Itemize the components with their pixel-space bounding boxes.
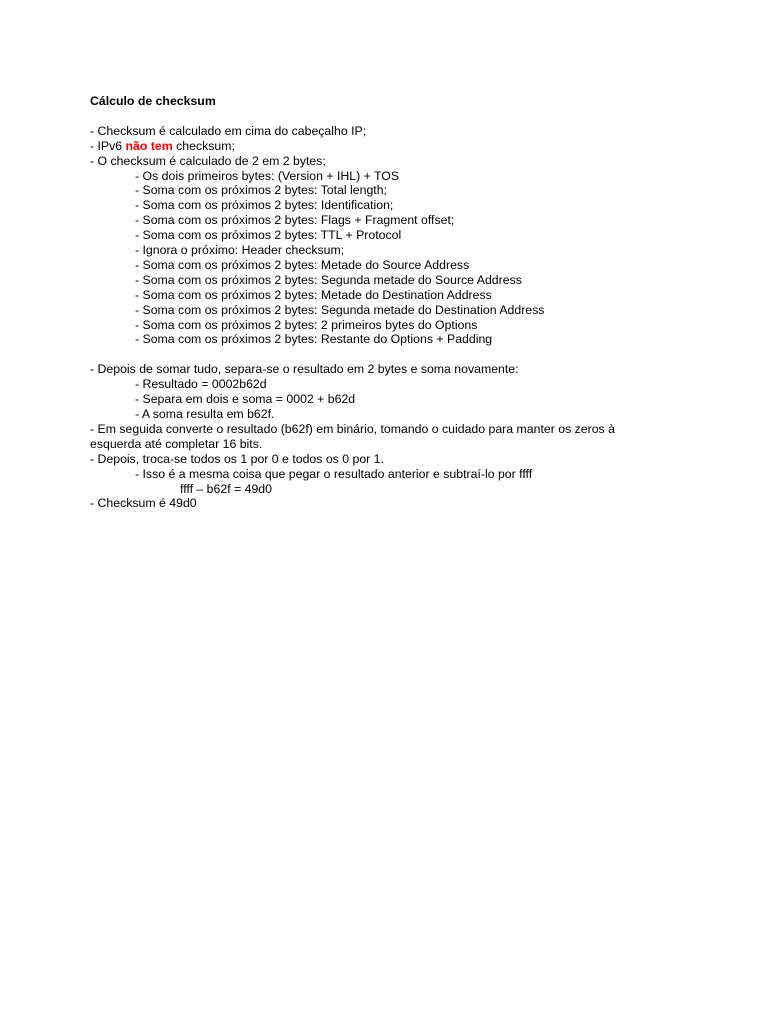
- intro-line-2-suffix: checksum;: [172, 138, 235, 153]
- step-item: - Soma com os próximos 2 bytes: TTL + Protocol: [135, 228, 402, 243]
- calc-line: ffff – b62f = 49d0: [180, 481, 272, 496]
- step-item: - Ignora o próximo: Header checksum;: [135, 243, 345, 258]
- highlight-nao-tem: não tem: [125, 138, 173, 153]
- step-item: - Soma com os próximos 2 bytes: Segunda metade do Source Address: [135, 272, 522, 287]
- after-sub-item: - Resultado = 0002b62d: [135, 377, 267, 392]
- step-item: - Os dois primeiros bytes: (Version + IHL) + TOS: [135, 168, 400, 183]
- after-sub-item: - A soma resulta em b62f.: [135, 407, 275, 421]
- after-sub-item: - Separa em dois e soma = 0002 + b62d: [135, 392, 356, 407]
- intro-line-1: - Checksum é calculado em cima do cabeçalho IP;: [90, 123, 367, 138]
- after-line-1: - Depois de somar tudo, separa-se o resultado em 2 bytes e soma novamente:: [90, 362, 519, 377]
- after-line-2: - Em seguida converte o resultado (b62f) em binário, tomando o cuidado para manter os zeros à esquerda até completar 16 bits.: [90, 421, 615, 451]
- intro-line-2-prefix: - IPv6: [90, 138, 126, 153]
- step-item: - Soma com os próximos 2 bytes: Total length;: [135, 183, 387, 198]
- step-item: - Soma com os próximos 2 bytes: 2 primeiros bytes do Options: [135, 317, 478, 332]
- step-item: - Soma com os próximos 2 bytes: Flags + Fragment offset;: [135, 213, 455, 228]
- step-item: - Soma com os próximos 2 bytes: Metade do Destination Address: [135, 287, 492, 302]
- after-line-3: - Depois, troca-se todos os 1 por 0 e todos os 0 por 1.: [90, 451, 384, 466]
- step-item: - Soma com os próximos 2 bytes: Metade do Source Address: [135, 257, 470, 272]
- intro-line-3: - O checksum é calculado de 2 em 2 bytes;: [90, 153, 326, 168]
- steps-list: [90, 169, 650, 348]
- document-page: [90, 94, 650, 511]
- intro-line-2: [90, 139, 650, 154]
- final-line: - Checksum é 49d0: [90, 496, 197, 511]
- step-item: - Soma com os próximos 2 bytes: Identification;: [135, 198, 394, 213]
- step-item: - Soma com os próximos 2 bytes: Segunda metade do Destination Address: [135, 302, 545, 317]
- step-item: - Soma com os próximos 2 bytes: Restante do Options + Padding: [135, 332, 493, 347]
- after-sub2: - Isso é a mesma coisa que pegar o resultado anterior e subtraí-lo por ffff: [135, 466, 533, 481]
- document-title: Cálculo de checksum: [90, 94, 216, 108]
- paragraph-gap: [90, 347, 650, 362]
